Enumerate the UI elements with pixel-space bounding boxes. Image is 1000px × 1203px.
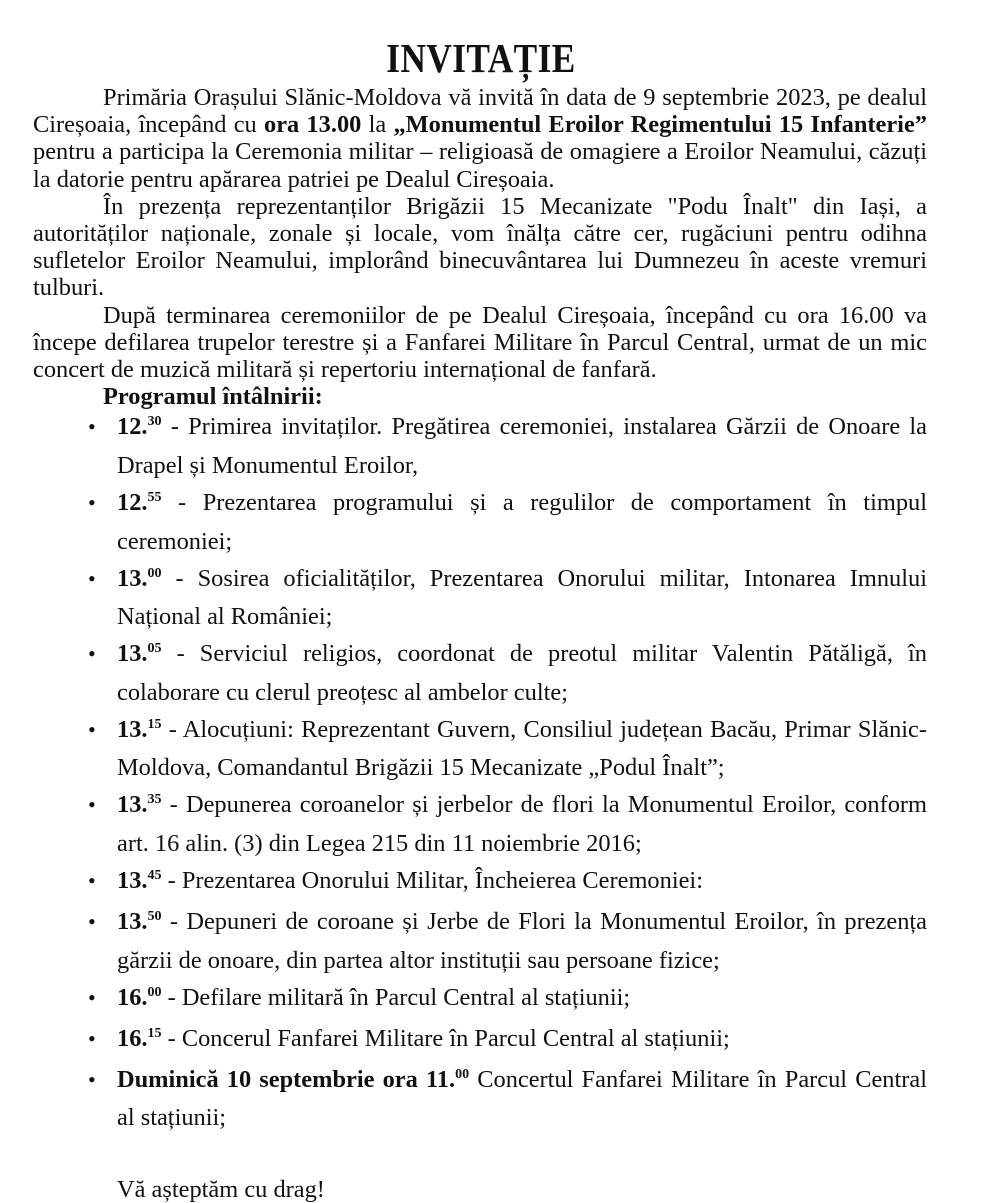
program-minutes: 15	[147, 1025, 162, 1041]
program-hour: 13.	[117, 867, 148, 894]
program-minutes: 50	[147, 909, 162, 925]
program-time	[117, 791, 162, 818]
program-hour: 13.	[117, 564, 148, 592]
bullet-icon: •	[88, 909, 96, 935]
bullet-icon: •	[88, 792, 96, 818]
program-item	[33, 1022, 927, 1061]
program-item	[33, 981, 927, 1020]
program-description: - Prezentarea programului și a regulilor de comportament în timpul ceremoniei;	[117, 489, 927, 555]
bullet-icon: •	[88, 414, 96, 440]
program-description: - Sosirea oficialităților, Prezentarea Onorului militar, Intonarea Imnului Național al României;	[117, 564, 927, 631]
program-hour: 13.	[117, 908, 148, 936]
bullet-icon: •	[88, 1025, 96, 1051]
program-minutes: 30	[147, 414, 162, 430]
program-hour: 13.	[117, 640, 148, 668]
program-time	[117, 908, 162, 935]
program-hour: 13.	[117, 791, 148, 819]
program-minutes: 00	[147, 565, 162, 581]
program-minutes: 00	[147, 984, 162, 1000]
program-time	[117, 565, 162, 592]
program-minutes: 45	[147, 868, 162, 883]
paragraph-2	[33, 193, 927, 302]
program-description: - Prezentarea Onorului Militar, Încheierea Ceremoniei:	[161, 867, 703, 894]
program-item	[33, 905, 927, 978]
program-time	[117, 1025, 162, 1052]
program-minutes: 00	[455, 1066, 470, 1082]
program-hour: 12.	[117, 489, 148, 517]
program-time	[117, 716, 162, 743]
program-time	[117, 640, 162, 667]
bullet-icon: •	[88, 641, 96, 667]
document-title: INVITAȚIE	[386, 35, 576, 82]
program-description: Concertul Fanfarei Militare în Parcul Central al stațiunii;	[117, 1065, 927, 1132]
program-hour: 11.	[425, 1065, 456, 1093]
program-description: - Depuneri de coroane și Jerbe de Flori la Monumentul Eroilor, în prezența gărzii de onoare, din partea altor instituții sau persoane fizice;	[117, 908, 927, 974]
program-time	[117, 1066, 469, 1093]
bullet-icon: •	[88, 1066, 96, 1092]
program-minutes: 15	[147, 716, 162, 732]
program-description: - Serviciul religios, coordonat de preotul militar Valentin Pătăligă, în colaborare cu clerul preoțesc al ambelor culte;	[117, 640, 927, 706]
program-item	[33, 1063, 927, 1136]
program-minutes: 55	[147, 490, 162, 506]
emphasis-text: ora 13.00	[264, 111, 362, 139]
bullet-icon: •	[88, 984, 96, 1010]
bullet-icon: •	[88, 490, 96, 516]
intro-paragraphs	[33, 84, 927, 383]
program-time	[117, 413, 162, 440]
paragraph-text: Primăria Orașului Slănic-Moldova vă invită în data de 9 septembrie 2023, pe dealul Cireșoaia, începând cu	[33, 84, 927, 139]
program-description: - Primirea invitaților. Pregătirea ceremoniei, instalarea Gărzii de Onoare la Drapel și Monumentul Eroilor,	[117, 413, 927, 479]
program-time	[117, 984, 162, 1011]
program-item	[33, 562, 927, 635]
program-description: - Depunerea coroanelor și jerbelor de flori la Monumentul Eroilor, conform art. 16 alin. (3) din Legea 215 din 11 noiembrie 2016;	[117, 791, 927, 857]
paragraph-text: pentru a participa la Ceremonia militar – religioasă de omagiere a Eroilor Neamului, căzuți la datorie pentru apărarea patriei pe Dealul Cireșoaia.	[33, 138, 927, 193]
program-item	[33, 486, 927, 559]
paragraph-text: După terminarea ceremoniilor de pe Dealul Cireșoaia, începând cu ora 16.00 va începe defilarea trupelor terestre și a Fanfarei Militare în Parcul Central, urmat de un mic concert de muzică militară și repertoriu internațional de fanfară.	[33, 301, 927, 384]
bullet-icon: •	[88, 565, 96, 591]
paragraph-text: la	[361, 111, 394, 139]
program-description: - Defilare militară în Parcul Central al stațiunii;	[161, 983, 631, 1011]
program-time	[117, 867, 162, 894]
program-hour: 16.	[117, 983, 148, 1011]
paragraph-3	[33, 302, 927, 384]
program-hour: 16.	[117, 1024, 148, 1052]
program-description: - Concerul Fanfarei Militare în Parcul Central al stațiunii;	[161, 1024, 730, 1052]
bullet-icon: •	[88, 716, 96, 742]
program-minutes: 35	[147, 792, 162, 808]
document-body	[33, 84, 927, 1203]
program-item	[33, 637, 927, 710]
bullet-icon: •	[88, 868, 96, 893]
program-minutes: 05	[147, 641, 162, 657]
program-list	[33, 410, 927, 1135]
program-heading: Programul întâlnirii:	[103, 383, 323, 411]
program-time	[117, 489, 162, 516]
paragraph-1	[33, 84, 927, 193]
program-description: - Alocuțiuni: Reprezentant Guvern, Consiliul județean Bacău, Primar Slănic-Moldova, Comandantul Brigăzii 15 Mecanizate „Podul Înalt”;	[117, 715, 927, 782]
program-day-prefix: Duminică 10 septembrie ora	[117, 1065, 426, 1093]
closing-line: Vă așteptăm cu drag!	[117, 1175, 325, 1203]
program-hour: 12.	[117, 413, 148, 441]
program-hour: 13.	[117, 715, 148, 743]
emphasis-text: „Monumentul Eroilor Regimentului 15 Infanterie”	[393, 111, 927, 139]
program-item	[33, 864, 927, 903]
program-item	[33, 788, 927, 861]
paragraph-text: În prezența reprezentanților Brigăzii 15 Mecanizate "Podu Înalt" din Iași, a autorităților naționale, zonale și locale, vom înălța către cer, rugăciuni pentru odihna sufletelor Eroilor Neamului, implorând binecuvântarea lui Dumnezeu în aceste vremuri tulburi.	[33, 192, 927, 302]
program-item	[33, 410, 927, 483]
program-item	[33, 713, 927, 786]
